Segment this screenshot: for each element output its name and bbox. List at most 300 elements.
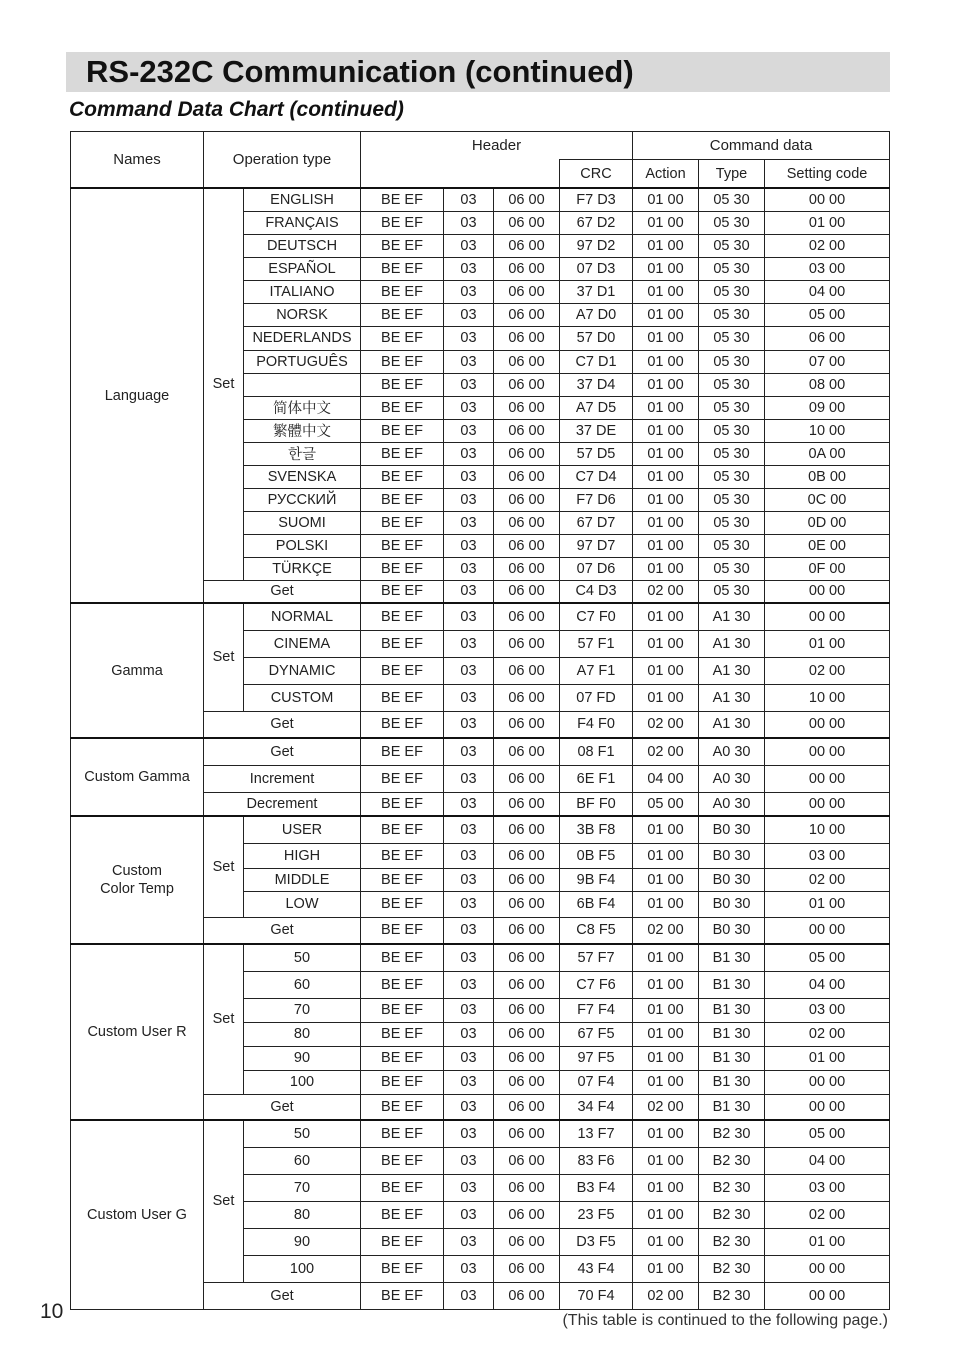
crc-cell: 57 F7 <box>560 944 633 971</box>
header-byte-2: 03 <box>444 1282 494 1309</box>
setting-code-cell: 04 00 <box>765 971 890 998</box>
setting-code-cell: 02 00 <box>765 868 890 891</box>
col-header-setting-code: Setting code <box>765 160 890 189</box>
header-byte-1: BE EF <box>361 557 444 580</box>
header-byte-3: 06 00 <box>494 792 560 816</box>
header-byte-3: 06 00 <box>494 917 560 944</box>
header-byte-3: 06 00 <box>494 1046 560 1070</box>
header-byte-1: BE EF <box>361 738 444 765</box>
set-label: Set <box>204 816 244 917</box>
header-byte-3: 06 00 <box>494 350 560 373</box>
group-name: Language <box>71 188 204 603</box>
header-byte-2: 03 <box>444 488 494 511</box>
crc-cell: F7 D3 <box>560 188 633 211</box>
crc-cell: 37 D1 <box>560 280 633 303</box>
page-title: RS-232C Communication (continued) <box>86 54 634 89</box>
type-cell: A0 30 <box>699 765 765 792</box>
setting-value: 50 <box>244 944 361 971</box>
operation-label: Get <box>204 738 361 765</box>
setting-code-cell: 09 00 <box>765 396 890 419</box>
header-byte-2: 03 <box>444 998 494 1022</box>
action-cell: 01 00 <box>633 1174 699 1201</box>
action-cell: 02 00 <box>633 711 699 738</box>
action-cell: 01 00 <box>633 1228 699 1255</box>
header-byte-3: 06 00 <box>494 998 560 1022</box>
header-byte-2: 03 <box>444 211 494 234</box>
crc-cell: 07 D3 <box>560 257 633 280</box>
header-byte-1: BE EF <box>361 280 444 303</box>
action-cell: 01 00 <box>633 816 699 843</box>
col-header-header: Header <box>361 132 633 160</box>
header-byte-3: 06 00 <box>494 1228 560 1255</box>
header-byte-2: 03 <box>444 373 494 396</box>
action-cell: 01 00 <box>633 891 699 917</box>
header-byte-3: 06 00 <box>494 816 560 843</box>
setting-code-cell: 0A 00 <box>765 442 890 465</box>
crc-cell: 13 F7 <box>560 1120 633 1147</box>
action-cell: 01 00 <box>633 684 699 711</box>
header-byte-3: 06 00 <box>494 1201 560 1228</box>
header-byte-3: 06 00 <box>494 603 560 630</box>
action-cell: 02 00 <box>633 917 699 944</box>
crc-cell: 07 D6 <box>560 557 633 580</box>
type-cell: 05 30 <box>699 488 765 511</box>
col-header-type: Type <box>699 160 765 189</box>
setting-code-cell: 02 00 <box>765 657 890 684</box>
col-header-command-data: Command data <box>633 132 890 160</box>
action-cell: 02 00 <box>633 580 699 603</box>
action-cell: 01 00 <box>633 419 699 442</box>
table-row <box>71 944 890 971</box>
header-byte-3: 06 00 <box>494 373 560 396</box>
type-cell: A1 30 <box>699 711 765 738</box>
header-byte-2: 03 <box>444 603 494 630</box>
crc-cell: 07 F4 <box>560 1070 633 1094</box>
action-cell: 01 00 <box>633 488 699 511</box>
operation-label: Get <box>204 1094 361 1120</box>
setting-value: ENGLISH <box>244 188 361 211</box>
setting-value: 70 <box>244 1174 361 1201</box>
set-label: Set <box>204 603 244 711</box>
setting-value: РУССКИЙ <box>244 488 361 511</box>
setting-value: TÜRKÇE <box>244 557 361 580</box>
header-byte-3: 06 00 <box>494 396 560 419</box>
setting-value: 90 <box>244 1228 361 1255</box>
header-byte-1: BE EF <box>361 711 444 738</box>
type-cell: B2 30 <box>699 1174 765 1201</box>
continuation-note: (This table is continued to the following page.) <box>562 1312 888 1329</box>
header-byte-1: BE EF <box>361 326 444 350</box>
crc-cell: 6E F1 <box>560 765 633 792</box>
setting-value: 80 <box>244 1201 361 1228</box>
header-byte-3: 06 00 <box>494 326 560 350</box>
setting-value: 80 <box>244 1022 361 1046</box>
col-header-crc: CRC <box>560 160 633 189</box>
type-cell: B1 30 <box>699 1094 765 1120</box>
action-cell: 01 00 <box>633 257 699 280</box>
action-cell: 01 00 <box>633 557 699 580</box>
header-byte-3: 06 00 <box>494 188 560 211</box>
setting-code-cell: 0D 00 <box>765 511 890 534</box>
setting-code-cell: 00 00 <box>765 1070 890 1094</box>
setting-code-cell: 0B 00 <box>765 465 890 488</box>
header-byte-3: 06 00 <box>494 1282 560 1309</box>
setting-value: 繁體中文 <box>244 419 361 442</box>
type-cell: 05 30 <box>699 303 765 326</box>
header-byte-1: BE EF <box>361 488 444 511</box>
setting-value <box>244 373 361 396</box>
header-byte-1: BE EF <box>361 511 444 534</box>
header-byte-3: 06 00 <box>494 630 560 657</box>
crc-cell: 9B F4 <box>560 868 633 891</box>
type-cell: 05 30 <box>699 534 765 557</box>
header-byte-2: 03 <box>444 511 494 534</box>
crc-cell: 97 D2 <box>560 234 633 257</box>
header-byte-2: 03 <box>444 738 494 765</box>
setting-value: 100 <box>244 1255 361 1282</box>
header-byte-2: 03 <box>444 971 494 998</box>
header-byte-3: 06 00 <box>494 303 560 326</box>
header-byte-3: 06 00 <box>494 534 560 557</box>
action-cell: 02 00 <box>633 738 699 765</box>
setting-code-cell: 00 00 <box>765 917 890 944</box>
table-row <box>71 816 890 843</box>
action-cell: 01 00 <box>633 971 699 998</box>
header-byte-1: BE EF <box>361 1022 444 1046</box>
action-cell: 02 00 <box>633 1282 699 1309</box>
type-cell: B1 30 <box>699 944 765 971</box>
header-byte-2: 03 <box>444 944 494 971</box>
setting-code-cell: 00 00 <box>765 603 890 630</box>
action-cell: 01 00 <box>633 511 699 534</box>
type-cell: B0 30 <box>699 816 765 843</box>
crc-cell: 23 F5 <box>560 1201 633 1228</box>
header-byte-2: 03 <box>444 711 494 738</box>
header-byte-3: 06 00 <box>494 711 560 738</box>
crc-cell: F7 F4 <box>560 998 633 1022</box>
type-cell: 05 30 <box>699 280 765 303</box>
crc-cell: C7 D1 <box>560 350 633 373</box>
header-byte-2: 03 <box>444 1022 494 1046</box>
type-cell: A1 30 <box>699 684 765 711</box>
type-cell: B2 30 <box>699 1255 765 1282</box>
header-byte-1: BE EF <box>361 1282 444 1309</box>
header-byte-1: BE EF <box>361 1228 444 1255</box>
crc-cell: D3 F5 <box>560 1228 633 1255</box>
crc-cell: 83 F6 <box>560 1147 633 1174</box>
setting-value: ITALIANO <box>244 280 361 303</box>
header-byte-1: BE EF <box>361 684 444 711</box>
header-byte-3: 06 00 <box>494 1255 560 1282</box>
operation-label: Increment <box>204 765 361 792</box>
crc-cell: 6B F4 <box>560 891 633 917</box>
type-cell: B2 30 <box>699 1120 765 1147</box>
setting-value: NORSK <box>244 303 361 326</box>
header-byte-2: 03 <box>444 630 494 657</box>
header-byte-3: 06 00 <box>494 843 560 868</box>
header-byte-2: 03 <box>444 1255 494 1282</box>
header-byte-3: 06 00 <box>494 971 560 998</box>
crc-cell: 57 D5 <box>560 442 633 465</box>
type-cell: 05 30 <box>699 465 765 488</box>
table-row <box>71 603 890 630</box>
page-number: 10 <box>40 1300 64 1323</box>
action-cell: 01 00 <box>633 303 699 326</box>
header-byte-2: 03 <box>444 816 494 843</box>
header-byte-3: 06 00 <box>494 442 560 465</box>
header-byte-3: 06 00 <box>494 557 560 580</box>
type-cell: 05 30 <box>699 211 765 234</box>
setting-value: USER <box>244 816 361 843</box>
type-cell: B1 30 <box>699 998 765 1022</box>
setting-code-cell: 02 00 <box>765 234 890 257</box>
setting-value: 한글 <box>244 442 361 465</box>
header-byte-1: BE EF <box>361 1094 444 1120</box>
action-cell: 01 00 <box>633 442 699 465</box>
header-byte-1: BE EF <box>361 1046 444 1070</box>
type-cell: B1 30 <box>699 1022 765 1046</box>
crc-cell: 57 F1 <box>560 630 633 657</box>
setting-value: CUSTOM <box>244 684 361 711</box>
table-row <box>71 188 890 211</box>
crc-cell: 97 D7 <box>560 534 633 557</box>
type-cell: 05 30 <box>699 257 765 280</box>
header-byte-2: 03 <box>444 303 494 326</box>
type-cell: B2 30 <box>699 1228 765 1255</box>
setting-value: ESPAÑOL <box>244 257 361 280</box>
header-byte-2: 03 <box>444 350 494 373</box>
header-byte-1: BE EF <box>361 419 444 442</box>
action-cell: 01 00 <box>633 1022 699 1046</box>
setting-code-cell: 00 00 <box>765 1255 890 1282</box>
action-cell: 01 00 <box>633 188 699 211</box>
type-cell: 05 30 <box>699 326 765 350</box>
type-cell: B2 30 <box>699 1201 765 1228</box>
header-byte-1: BE EF <box>361 188 444 211</box>
action-cell: 01 00 <box>633 1046 699 1070</box>
setting-code-cell: 00 00 <box>765 188 890 211</box>
action-cell: 01 00 <box>633 534 699 557</box>
action-cell: 01 00 <box>633 396 699 419</box>
crc-cell: 67 F5 <box>560 1022 633 1046</box>
setting-code-cell: 06 00 <box>765 326 890 350</box>
action-cell: 01 00 <box>633 326 699 350</box>
setting-value: 60 <box>244 971 361 998</box>
action-cell: 01 00 <box>633 280 699 303</box>
crc-cell: 97 F5 <box>560 1046 633 1070</box>
setting-code-cell: 00 00 <box>765 1282 890 1309</box>
setting-value: LOW <box>244 891 361 917</box>
type-cell: B0 30 <box>699 868 765 891</box>
setting-value: NEDERLANDS <box>244 326 361 350</box>
header-byte-3: 06 00 <box>494 580 560 603</box>
header-byte-1: BE EF <box>361 1070 444 1094</box>
set-label: Set <box>204 1120 244 1282</box>
header-byte-3: 06 00 <box>494 765 560 792</box>
setting-code-cell: 05 00 <box>765 944 890 971</box>
crc-cell: 67 D7 <box>560 511 633 534</box>
setting-code-cell: 07 00 <box>765 350 890 373</box>
operation-label: Get <box>204 917 361 944</box>
crc-cell: 0B F5 <box>560 843 633 868</box>
action-cell: 01 00 <box>633 1120 699 1147</box>
action-cell: 01 00 <box>633 944 699 971</box>
header-byte-1: BE EF <box>361 234 444 257</box>
header-byte-1: BE EF <box>361 442 444 465</box>
header-byte-3: 06 00 <box>494 419 560 442</box>
header-byte-1: BE EF <box>361 350 444 373</box>
setting-code-cell: 03 00 <box>765 843 890 868</box>
setting-code-cell: 00 00 <box>765 580 890 603</box>
header-byte-1: BE EF <box>361 373 444 396</box>
setting-code-cell: 10 00 <box>765 684 890 711</box>
header-byte-1: BE EF <box>361 1174 444 1201</box>
header-byte-2: 03 <box>444 917 494 944</box>
command-data-table <box>70 131 890 1310</box>
crc-cell: F4 F0 <box>560 711 633 738</box>
header-byte-1: BE EF <box>361 465 444 488</box>
type-cell: A0 30 <box>699 738 765 765</box>
header-byte-2: 03 <box>444 188 494 211</box>
header-byte-1: BE EF <box>361 257 444 280</box>
header-byte-2: 03 <box>444 534 494 557</box>
header-byte-2: 03 <box>444 1228 494 1255</box>
header-byte-2: 03 <box>444 1201 494 1228</box>
crc-cell: 37 DE <box>560 419 633 442</box>
action-cell: 04 00 <box>633 765 699 792</box>
setting-value: 60 <box>244 1147 361 1174</box>
header-byte-2: 03 <box>444 442 494 465</box>
header-byte-3: 06 00 <box>494 234 560 257</box>
setting-value: 100 <box>244 1070 361 1094</box>
type-cell: 05 30 <box>699 580 765 603</box>
header-byte-1: BE EF <box>361 1147 444 1174</box>
header-byte-1: BE EF <box>361 998 444 1022</box>
setting-code-cell: 01 00 <box>765 630 890 657</box>
setting-value: 50 <box>244 1120 361 1147</box>
operation-label: Decrement <box>204 792 361 816</box>
group-name: Custom Gamma <box>71 738 204 816</box>
setting-code-cell: 03 00 <box>765 1174 890 1201</box>
action-cell: 01 00 <box>633 603 699 630</box>
group-name: Custom Color Temp <box>71 816 204 944</box>
type-cell: 05 30 <box>699 373 765 396</box>
setting-code-cell: 10 00 <box>765 419 890 442</box>
crc-cell: C4 D3 <box>560 580 633 603</box>
action-cell: 01 00 <box>633 843 699 868</box>
crc-cell: A7 F1 <box>560 657 633 684</box>
type-cell: 05 30 <box>699 557 765 580</box>
header-byte-1: BE EF <box>361 211 444 234</box>
header-byte-2: 03 <box>444 765 494 792</box>
table-row <box>71 738 890 765</box>
operation-label: Get <box>204 580 361 603</box>
header-byte-3: 06 00 <box>494 511 560 534</box>
header-byte-1: BE EF <box>361 792 444 816</box>
setting-value: PORTUGUÊS <box>244 350 361 373</box>
title-bar <box>66 52 890 92</box>
col-header-action: Action <box>633 160 699 189</box>
header-byte-2: 03 <box>444 1070 494 1094</box>
header-byte-2: 03 <box>444 843 494 868</box>
header-byte-1: BE EF <box>361 891 444 917</box>
crc-cell: B3 F4 <box>560 1174 633 1201</box>
header-byte-3: 06 00 <box>494 211 560 234</box>
setting-code-cell: 05 00 <box>765 1120 890 1147</box>
type-cell: 05 30 <box>699 442 765 465</box>
header-byte-2: 03 <box>444 465 494 488</box>
header-byte-1: BE EF <box>361 303 444 326</box>
header-byte-1: BE EF <box>361 580 444 603</box>
setting-value: NORMAL <box>244 603 361 630</box>
crc-cell: 57 D0 <box>560 326 633 350</box>
header-byte-1: BE EF <box>361 843 444 868</box>
header-byte-1: BE EF <box>361 657 444 684</box>
setting-value: 70 <box>244 998 361 1022</box>
action-cell: 01 00 <box>633 211 699 234</box>
type-cell: 05 30 <box>699 419 765 442</box>
header-byte-1: BE EF <box>361 1255 444 1282</box>
type-cell: B2 30 <box>699 1282 765 1309</box>
crc-cell: BF F0 <box>560 792 633 816</box>
header-byte-3: 06 00 <box>494 738 560 765</box>
type-cell: B1 30 <box>699 1046 765 1070</box>
setting-code-cell: 01 00 <box>765 1046 890 1070</box>
crc-cell: 34 F4 <box>560 1094 633 1120</box>
header-byte-3: 06 00 <box>494 1022 560 1046</box>
header-byte-2: 03 <box>444 326 494 350</box>
setting-value: MIDDLE <box>244 868 361 891</box>
header-byte-3: 06 00 <box>494 465 560 488</box>
header-byte-2: 03 <box>444 684 494 711</box>
type-cell: B0 30 <box>699 843 765 868</box>
setting-code-cell: 0F 00 <box>765 557 890 580</box>
header-byte-2: 03 <box>444 868 494 891</box>
setting-code-cell: 00 00 <box>765 792 890 816</box>
action-cell: 01 00 <box>633 868 699 891</box>
setting-code-cell: 00 00 <box>765 765 890 792</box>
action-cell: 01 00 <box>633 1255 699 1282</box>
crc-cell: A7 D0 <box>560 303 633 326</box>
header-byte-3: 06 00 <box>494 257 560 280</box>
header-byte-2: 03 <box>444 1120 494 1147</box>
setting-value: 简体中文 <box>244 396 361 419</box>
setting-code-cell: 10 00 <box>765 816 890 843</box>
type-cell: B1 30 <box>699 1070 765 1094</box>
setting-code-cell: 00 00 <box>765 1094 890 1120</box>
header-byte-3: 06 00 <box>494 868 560 891</box>
crc-cell: 43 F4 <box>560 1255 633 1282</box>
setting-code-cell: 08 00 <box>765 373 890 396</box>
header-byte-2: 03 <box>444 891 494 917</box>
header-byte-3: 06 00 <box>494 684 560 711</box>
action-cell: 01 00 <box>633 465 699 488</box>
table-body <box>71 188 890 1309</box>
type-cell: B0 30 <box>699 917 765 944</box>
header-byte-3: 06 00 <box>494 657 560 684</box>
setting-value: SUOMI <box>244 511 361 534</box>
header-byte-2: 03 <box>444 234 494 257</box>
setting-code-cell: 00 00 <box>765 738 890 765</box>
crc-cell: 67 D2 <box>560 211 633 234</box>
header-byte-3: 06 00 <box>494 1147 560 1174</box>
crc-cell: A7 D5 <box>560 396 633 419</box>
setting-code-cell: 02 00 <box>765 1022 890 1046</box>
header-byte-1: BE EF <box>361 630 444 657</box>
header-byte-2: 03 <box>444 557 494 580</box>
crc-cell: 70 F4 <box>560 1282 633 1309</box>
header-byte-1: BE EF <box>361 765 444 792</box>
